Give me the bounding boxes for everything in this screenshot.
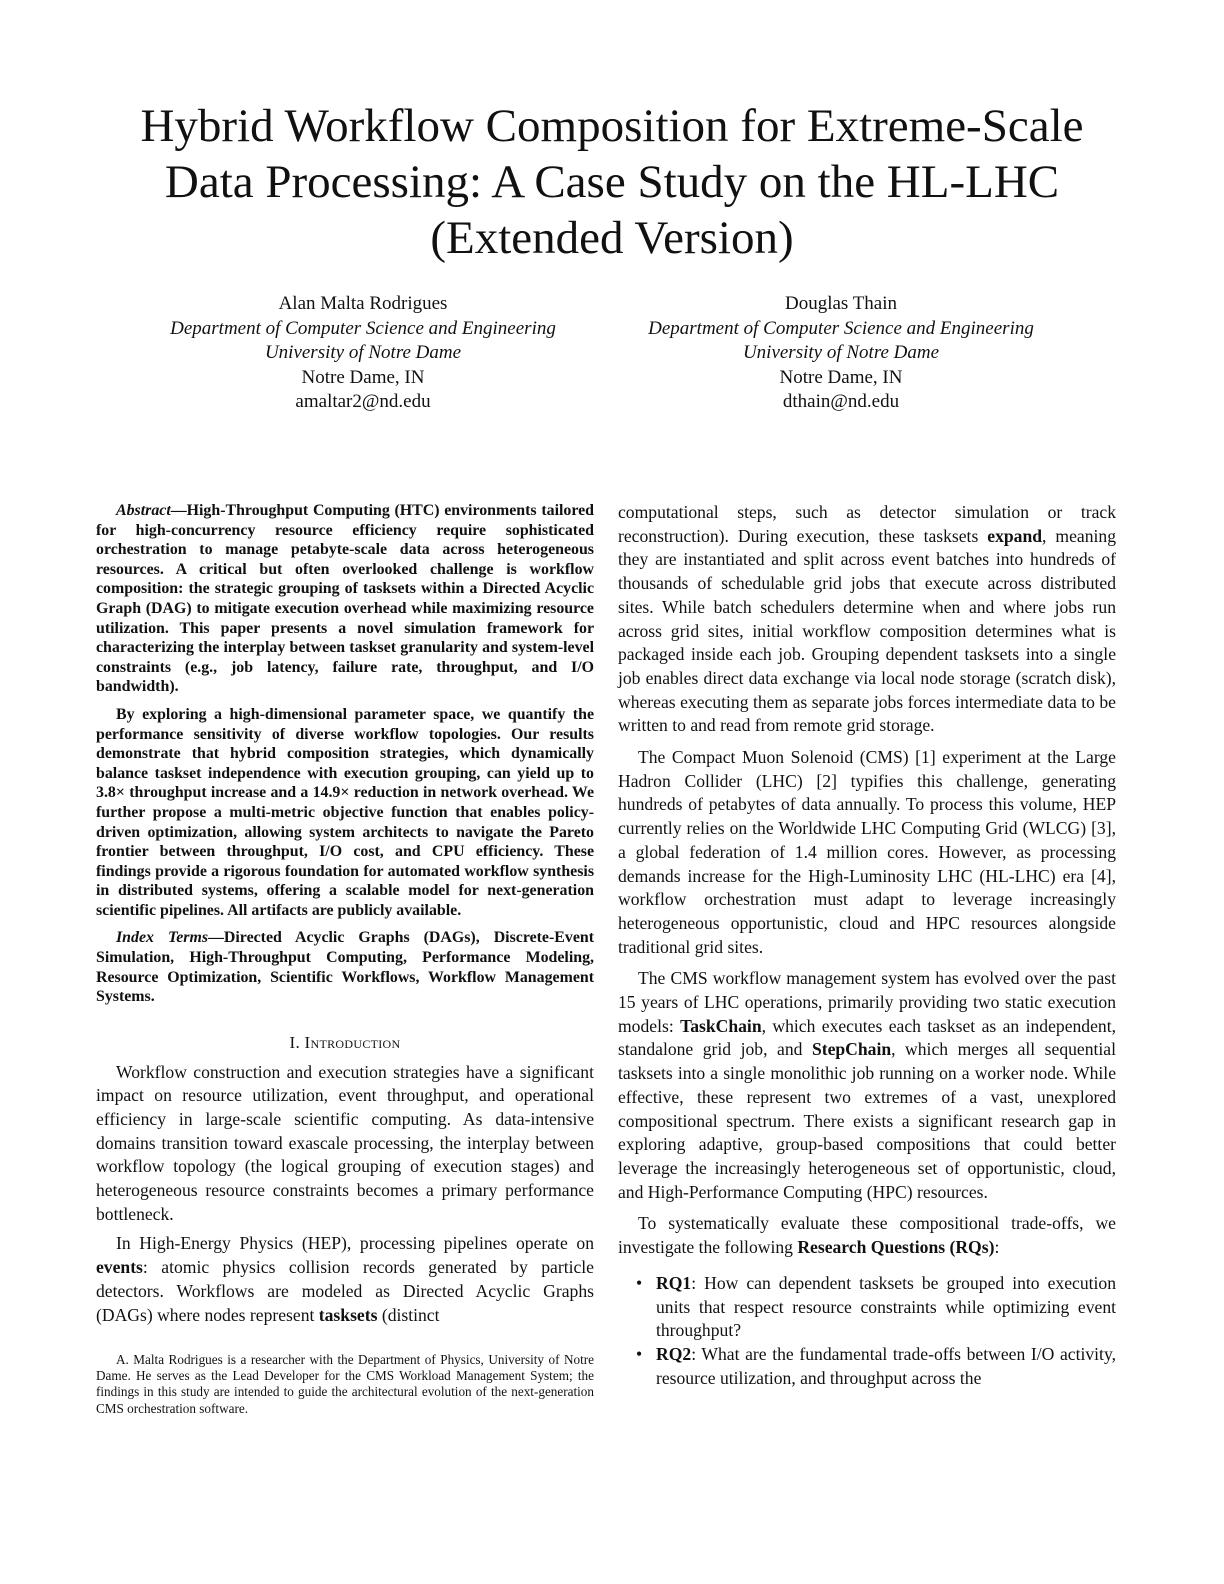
introduction (96, 1061, 594, 1328)
rq-label: RQ1 (656, 1272, 692, 1293)
author-name: Douglas Thain (784, 293, 898, 314)
term-research-questions: Research Questions (RQs) (797, 1237, 995, 1258)
left-column (96, 501, 594, 1327)
list-item (636, 1343, 1116, 1390)
title-line-2: Data Processing: A Case Study on the HL-LHC (164, 156, 1060, 208)
author-university: University of Notre Dame (264, 342, 462, 363)
author-department: Department of Computer Science and Engineering (648, 317, 1034, 339)
right-p1-text-b: , meaning they are instantiated and split across event batches into hundreds of thousands of schedulable grid jobs that execute across distributed sites. While batch schedulers determine when and where jobs run across grid sites, initial workflow composition determines what is packaged inside each job. Grouping dependent tasksets into a single job enables direct data exchange via local node storage (scratch disk), whereas executing them as separate jobs forces intermediate data to be written to and read from remote grid storage. (618, 525, 1116, 736)
paper-title (80, 98, 1144, 266)
author-block-1 (133, 292, 593, 415)
bullet-icon: • (636, 1272, 643, 1293)
right-paragraph-1 (618, 501, 1116, 738)
author-email: dthain@nd.edu (782, 391, 900, 412)
intro-p2-text-a: In High-Energy Physics (HEP), processing pipelines operate on (116, 1233, 594, 1254)
term-events: events (96, 1257, 143, 1278)
intro-p2-text-b: : atomic physics collision records generated by particle detectors. Workflows are modeled as Directed Acyclic Graphs (DAGs) where nodes represent (96, 1257, 594, 1325)
right-paragraph-2: The Compact Muon Solenoid (CMS) [1] experiment at the Large Hadron Collider (LHC) [2] typifies this challenge, generating hundreds of petabytes of data annually. To process this volume, HEP currently relies on the Worldwide LHC Computing Grid (WLCG) [3], a global federation of 1.4 million cores. However, as processing demands increase for the High-Luminosity LHC (HL-LHC) era [4], workflow orchestration must adapt to leverage increasingly heterogeneous opportunistic, cloud and HPC resources alongside traditional grid sites. (618, 747, 1116, 957)
title-line-1: Hybrid Workflow Composition for Extreme-Scale (140, 100, 1084, 152)
index-terms-label: Index Terms (116, 929, 209, 947)
intro-p2-text-c: (distinct (377, 1304, 440, 1325)
title-line-3: (Extended Version) (430, 212, 794, 264)
index-terms (96, 928, 594, 1006)
author-block-2 (611, 292, 1071, 415)
research-questions-list (618, 1272, 1116, 1391)
author-department: Department of Computer Science and Engineering (170, 317, 556, 339)
author-university: University of Notre Dame (742, 342, 940, 363)
footnote: A. Malta Rodrigues is a researcher with the Department of Physics, University of Notre Dame. He serves as the Lead Developer for the CMS Workload Management System; the findings in this study are intended to guide the architectural evolution of the next-generation CMS orchestration software. (96, 1352, 594, 1416)
rq-text: : What are the fundamental trade-offs between I/O activity, resource utilization, and throughput across the (656, 1343, 1116, 1388)
bullet-icon: • (636, 1343, 643, 1364)
right-p4-text-b: : (994, 1237, 1000, 1258)
rq-label: RQ2 (656, 1343, 692, 1364)
abstract-label: Abstract (116, 502, 171, 519)
section-heading: I. Introduction (289, 1032, 401, 1052)
rq-text: : How can dependent tasksets be grouped into execution units that respect resource constraints while optimizing event throughput? (656, 1272, 1116, 1341)
right-p1-text-a: computational steps, such as detector simulation or track reconstruction). During execution, these tasksets (618, 502, 1116, 546)
abstract-paragraph-1 (96, 501, 594, 697)
abstract-text-1: —High-Throughput Computing (HTC) environments tailored for high-concurrency resource efficiency require sophisticated orchestration to manage petabyte-scale data across heterogeneous resources. A critical but often overlooked challenge is workflow composition: the strategic grouping of tasksets within a Directed Acyclic Graph (DAG) to mitigate execution overhead while maximizing resource utilization. This paper presents a novel simulation framework for characterizing the interplay between taskset granularity and system-level constraints (e.g., job latency, failure rate, throughput, and I/O bandwidth). (96, 502, 594, 696)
author-location: Notre Dame, IN (779, 366, 903, 388)
right-p4-text-a: To systematically evaluate these compositional trade-offs, we investigate the following (618, 1213, 1116, 1258)
right-p3-text-c: , which merges all sequential tasksets into a single monolithic job running on a worker node. While effective, these represent two extremes of a vast, unexplored compositional spectrum. There exists a significant research gap in exploring adaptive, group-based compositions that could better leverage the increasingly heterogeneous set of opportunistic, cloud, and High-Performance Computing (HPC) resources. (618, 1039, 1116, 1202)
right-p3-text-b: , which executes each taskset as an independent, standalone grid job, and (618, 1015, 1116, 1060)
term-expand: expand (987, 525, 1043, 546)
term-stepchain: StepChain (811, 1039, 892, 1060)
intro-paragraph-2 (96, 1232, 594, 1327)
right-paragraph-3 (618, 967, 1116, 1204)
term-taskchain: TaskChain (680, 1015, 762, 1036)
abstract (96, 501, 594, 1007)
author-location: Notre Dame, IN (301, 366, 425, 388)
author-email: amaltar2@nd.edu (295, 391, 431, 412)
list-item (636, 1272, 1116, 1343)
right-column (618, 501, 1116, 1390)
author-name: Alan Malta Rodrigues (278, 293, 448, 314)
term-tasksets: tasksets (318, 1304, 378, 1325)
right-paragraph-4 (618, 1212, 1116, 1259)
intro-paragraph-1: Workflow construction and execution strategies have a significant impact on resource utilization, event throughput, and operational efficiency in large-scale scientific computing. As data-intensive domains transition toward exascale processing, the interplay between workflow topology (the logical grouping of execution stages) and heterogeneous resource constraints becomes a primary performance bottleneck. (96, 1061, 594, 1224)
right-p3-text-a: The CMS workflow management system has evolved over the past 15 years of LHC operations, primarily providing two static execution models: (618, 968, 1116, 1036)
abstract-paragraph-2: By exploring a high-dimensional parameter space, we quantify the performance sensitivity of diverse workflow topologies. Our results demonstrate that hybrid composition strategies, which dynamically balance taskset independence with execution grouping, can yield up to 3.8× throughput increase and a 14.9× reduction in network overhead. We further propose a multi-metric objective function that enables policy-driven optimization, allowing system architects to navigate the Pareto frontier between throughput, I/O cost, and CPU efficiency. These findings provide a rigorous foundation for automated workflow synthesis in distributed systems, offering a scalable model for next-generation scientific pipelines. All artifacts are publicly available. (96, 705, 594, 919)
index-terms-text: —Directed Acyclic Graphs (DAGs), Discrete-Event Simulation, High-Throughput Computing, Performance Modeling, Resource Optimization, Scientific Workflows, Workflow Management Systems. (96, 929, 595, 1006)
